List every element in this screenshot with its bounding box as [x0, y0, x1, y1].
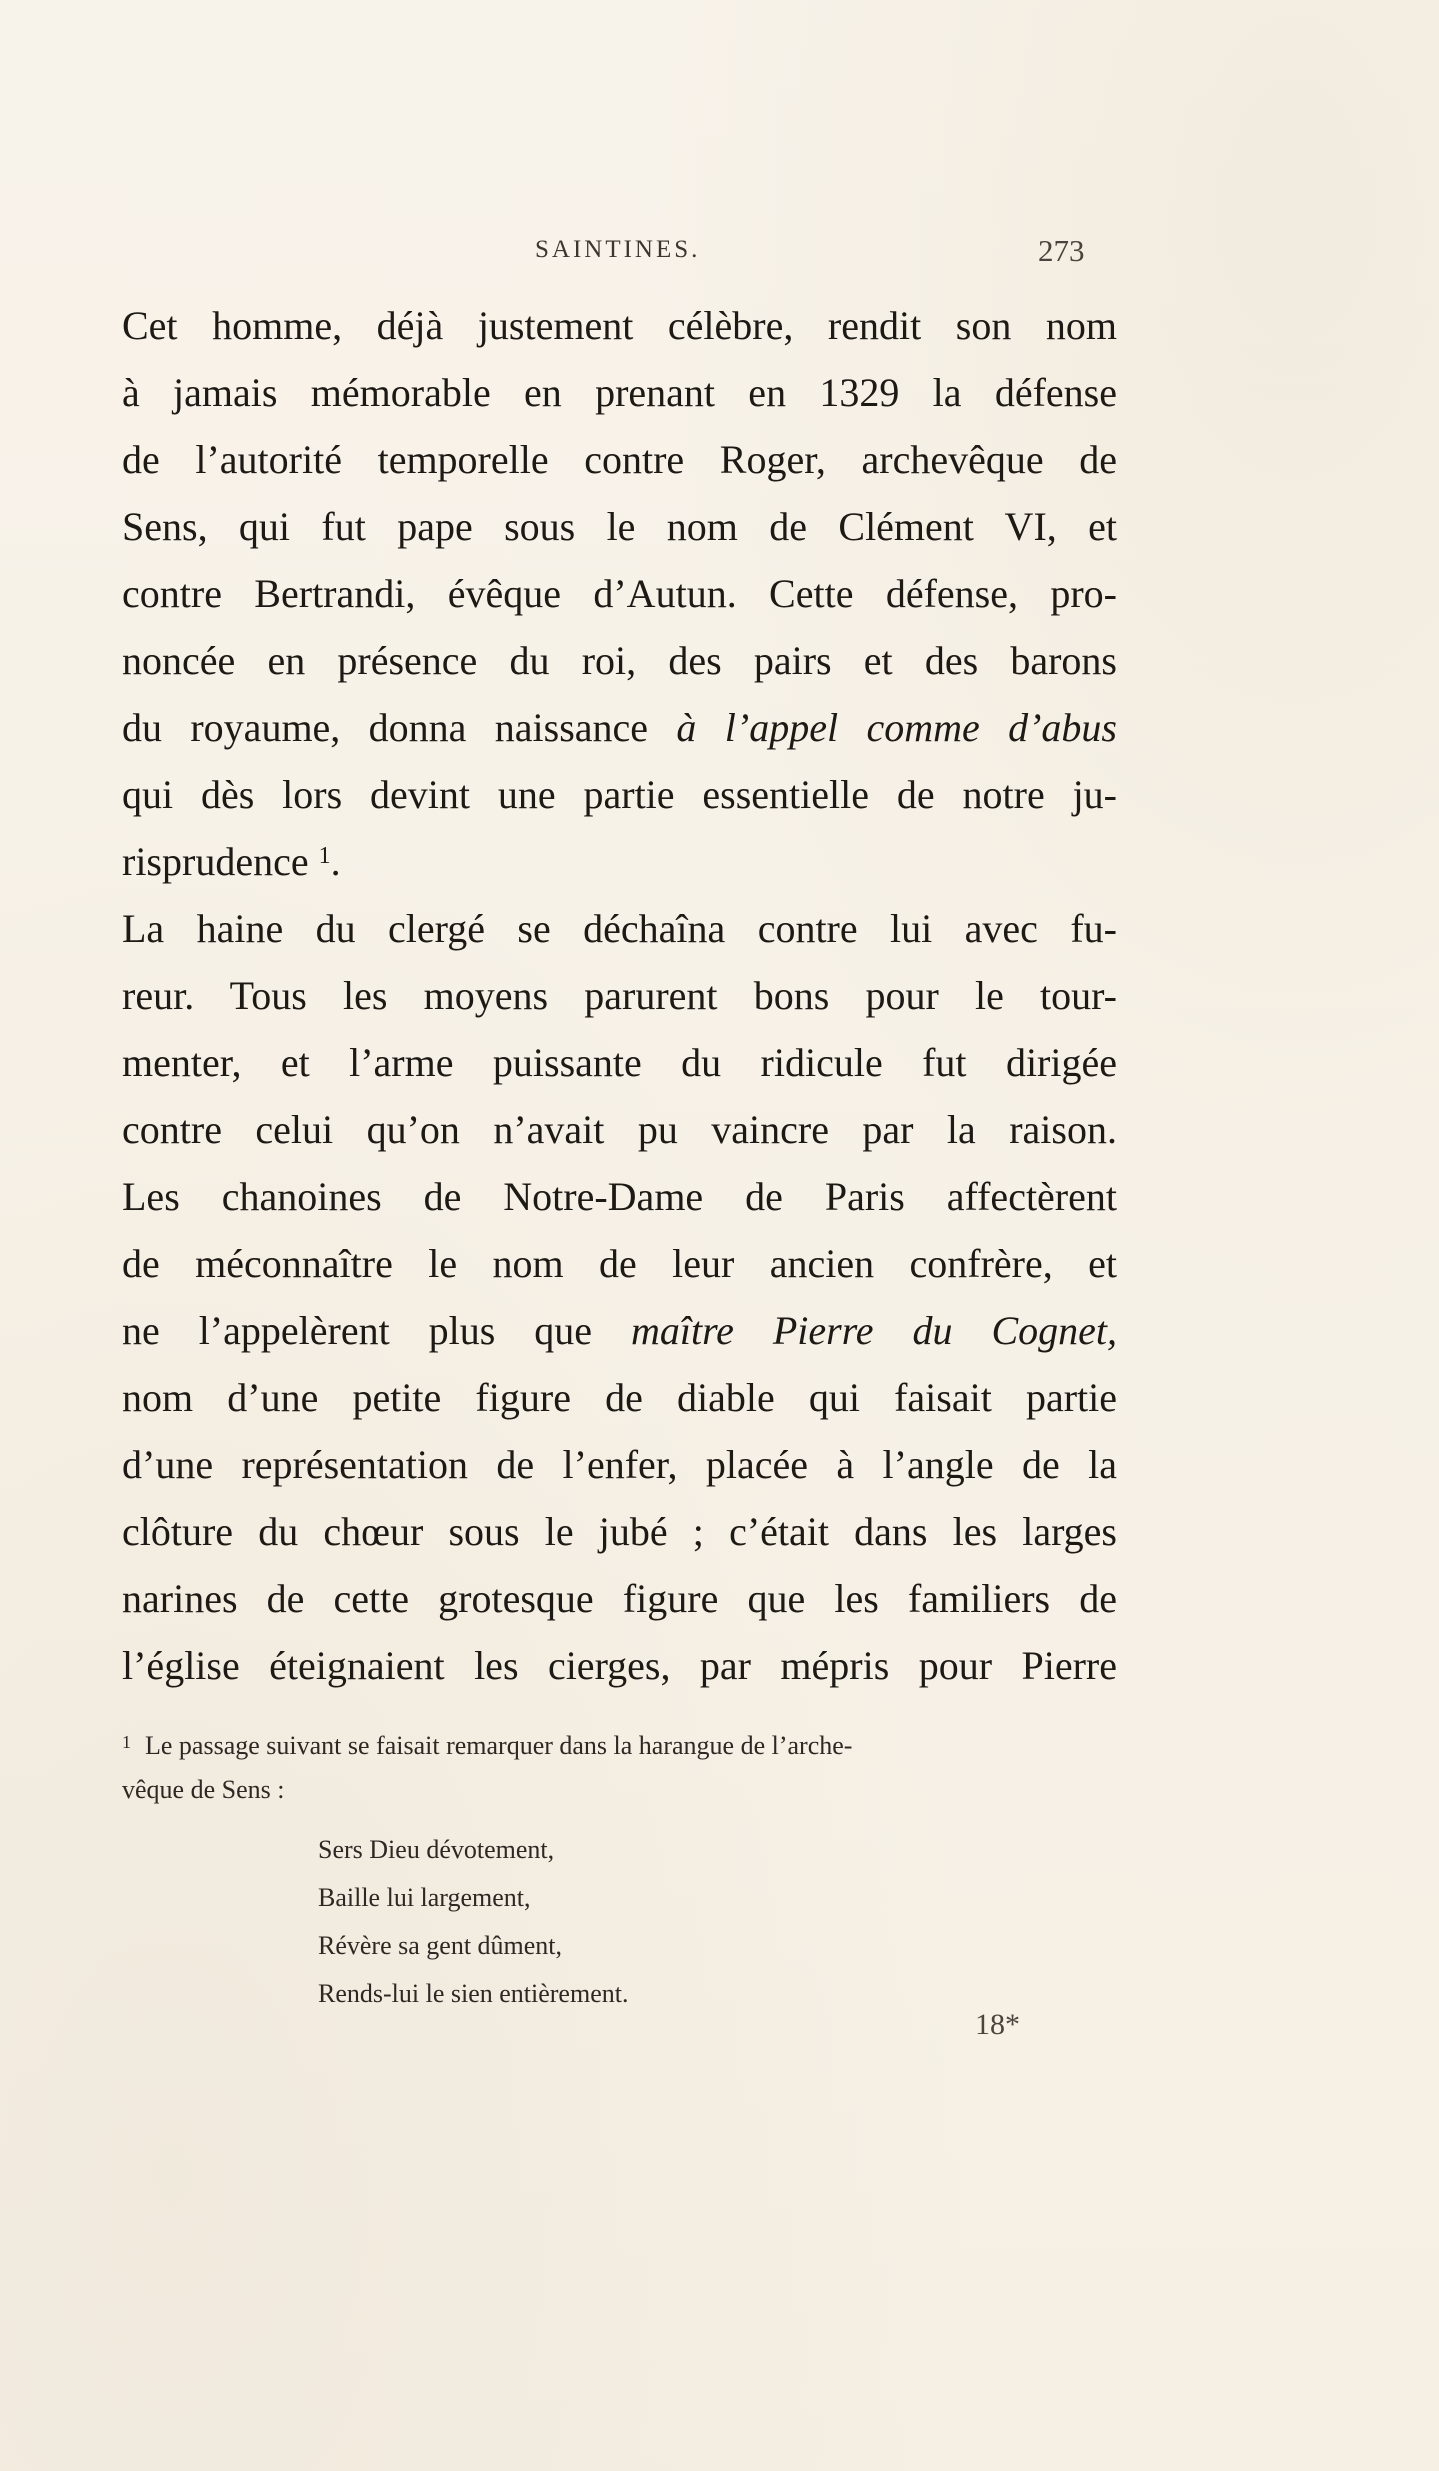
text-line: d’une représentation de l’enfer, placée à l’angle de la: [122, 1442, 1117, 1487]
paragraph-2: [122, 895, 1117, 1699]
footnote-reference: 1: [318, 843, 331, 869]
text-line: narines de cette grotesque figure que les familiers de: [122, 1576, 1117, 1621]
verse-line: Baille lui largement,: [318, 1883, 531, 1912]
footnote-line: [122, 1720, 1117, 1768]
footnote: [122, 1720, 1117, 1812]
footnote-line: vêque de Sens :: [122, 1775, 285, 1804]
text-line: nom d’une petite figure de diable qui faisait partie: [122, 1375, 1117, 1420]
text-line: qui dès lors devint une partie essentielle de notre ju-: [122, 772, 1117, 817]
text-line: à jamais mémorable en prenant en 1329 la défense: [122, 370, 1117, 415]
text-line: Les chanoines de Notre-Dame de Paris affectèrent: [122, 1174, 1117, 1219]
paragraph-1: [122, 292, 1117, 895]
verse-line: Rends-lui le sien entièrement.: [318, 1979, 629, 2008]
text-line-with-italic: [122, 1297, 1117, 1364]
running-title: SAINTINES.: [535, 236, 701, 263]
text-run: ne l’appelèrent plus que: [122, 1308, 631, 1353]
text-line-with-italic: [122, 694, 1117, 761]
text-line: noncée en présence du roi, des pairs et des barons: [122, 638, 1117, 683]
text-line: contre Bertrandi, évêque d’Autun. Cette défense, pro-: [122, 571, 1117, 616]
page-number: 273: [1038, 233, 1085, 268]
text-line: menter, et l’arme puissante du ridicule fut dirigée: [122, 1040, 1117, 1085]
main-text: [122, 292, 1117, 1699]
italic-phrase: maître Pierre du Cognet,: [630, 1308, 1118, 1353]
verse-line: Révère sa gent dûment,: [318, 1931, 563, 1960]
text-line: l’église éteignaient les cierges, par mépris pour Pierre: [122, 1643, 1117, 1688]
text-line: de méconnaître le nom de leur ancien confrère, et: [122, 1241, 1117, 1286]
text-run: risprudence: [122, 839, 319, 884]
verse-line: Sers Dieu dévotement,: [318, 1835, 555, 1864]
text-line: Cet homme, déjà justement célèbre, rendit son nom: [122, 303, 1117, 348]
verse-quote: [318, 1826, 628, 2018]
text-line: reur. Tous les moyens parurent bons pour le tour-: [122, 973, 1117, 1018]
footnote-marker: 1: [122, 1732, 131, 1752]
signature-mark: 18*: [975, 2008, 1020, 2041]
text-line: La haine du clergé se déchaîna contre lui avec fu-: [122, 906, 1117, 951]
footnote-text: Le passage suivant se faisait remarquer dans la harangue de l’arche-: [145, 1731, 853, 1760]
text-run: du royaume, donna naissance: [122, 705, 677, 750]
text-run: .: [330, 839, 341, 884]
italic-phrase: à l’appel comme d’abus: [676, 705, 1117, 750]
text-line-with-footnote-ref: [122, 828, 1117, 895]
text-line: contre celui qu’on n’avait pu vaincre par la raison.: [122, 1107, 1117, 1152]
text-line: de l’autorité temporelle contre Roger, archevêque de: [122, 437, 1117, 482]
text-line: Sens, qui fut pape sous le nom de Clément VI, et: [122, 504, 1117, 549]
text-line: clôture du chœur sous le jubé ; c’était dans les larges: [122, 1509, 1117, 1554]
